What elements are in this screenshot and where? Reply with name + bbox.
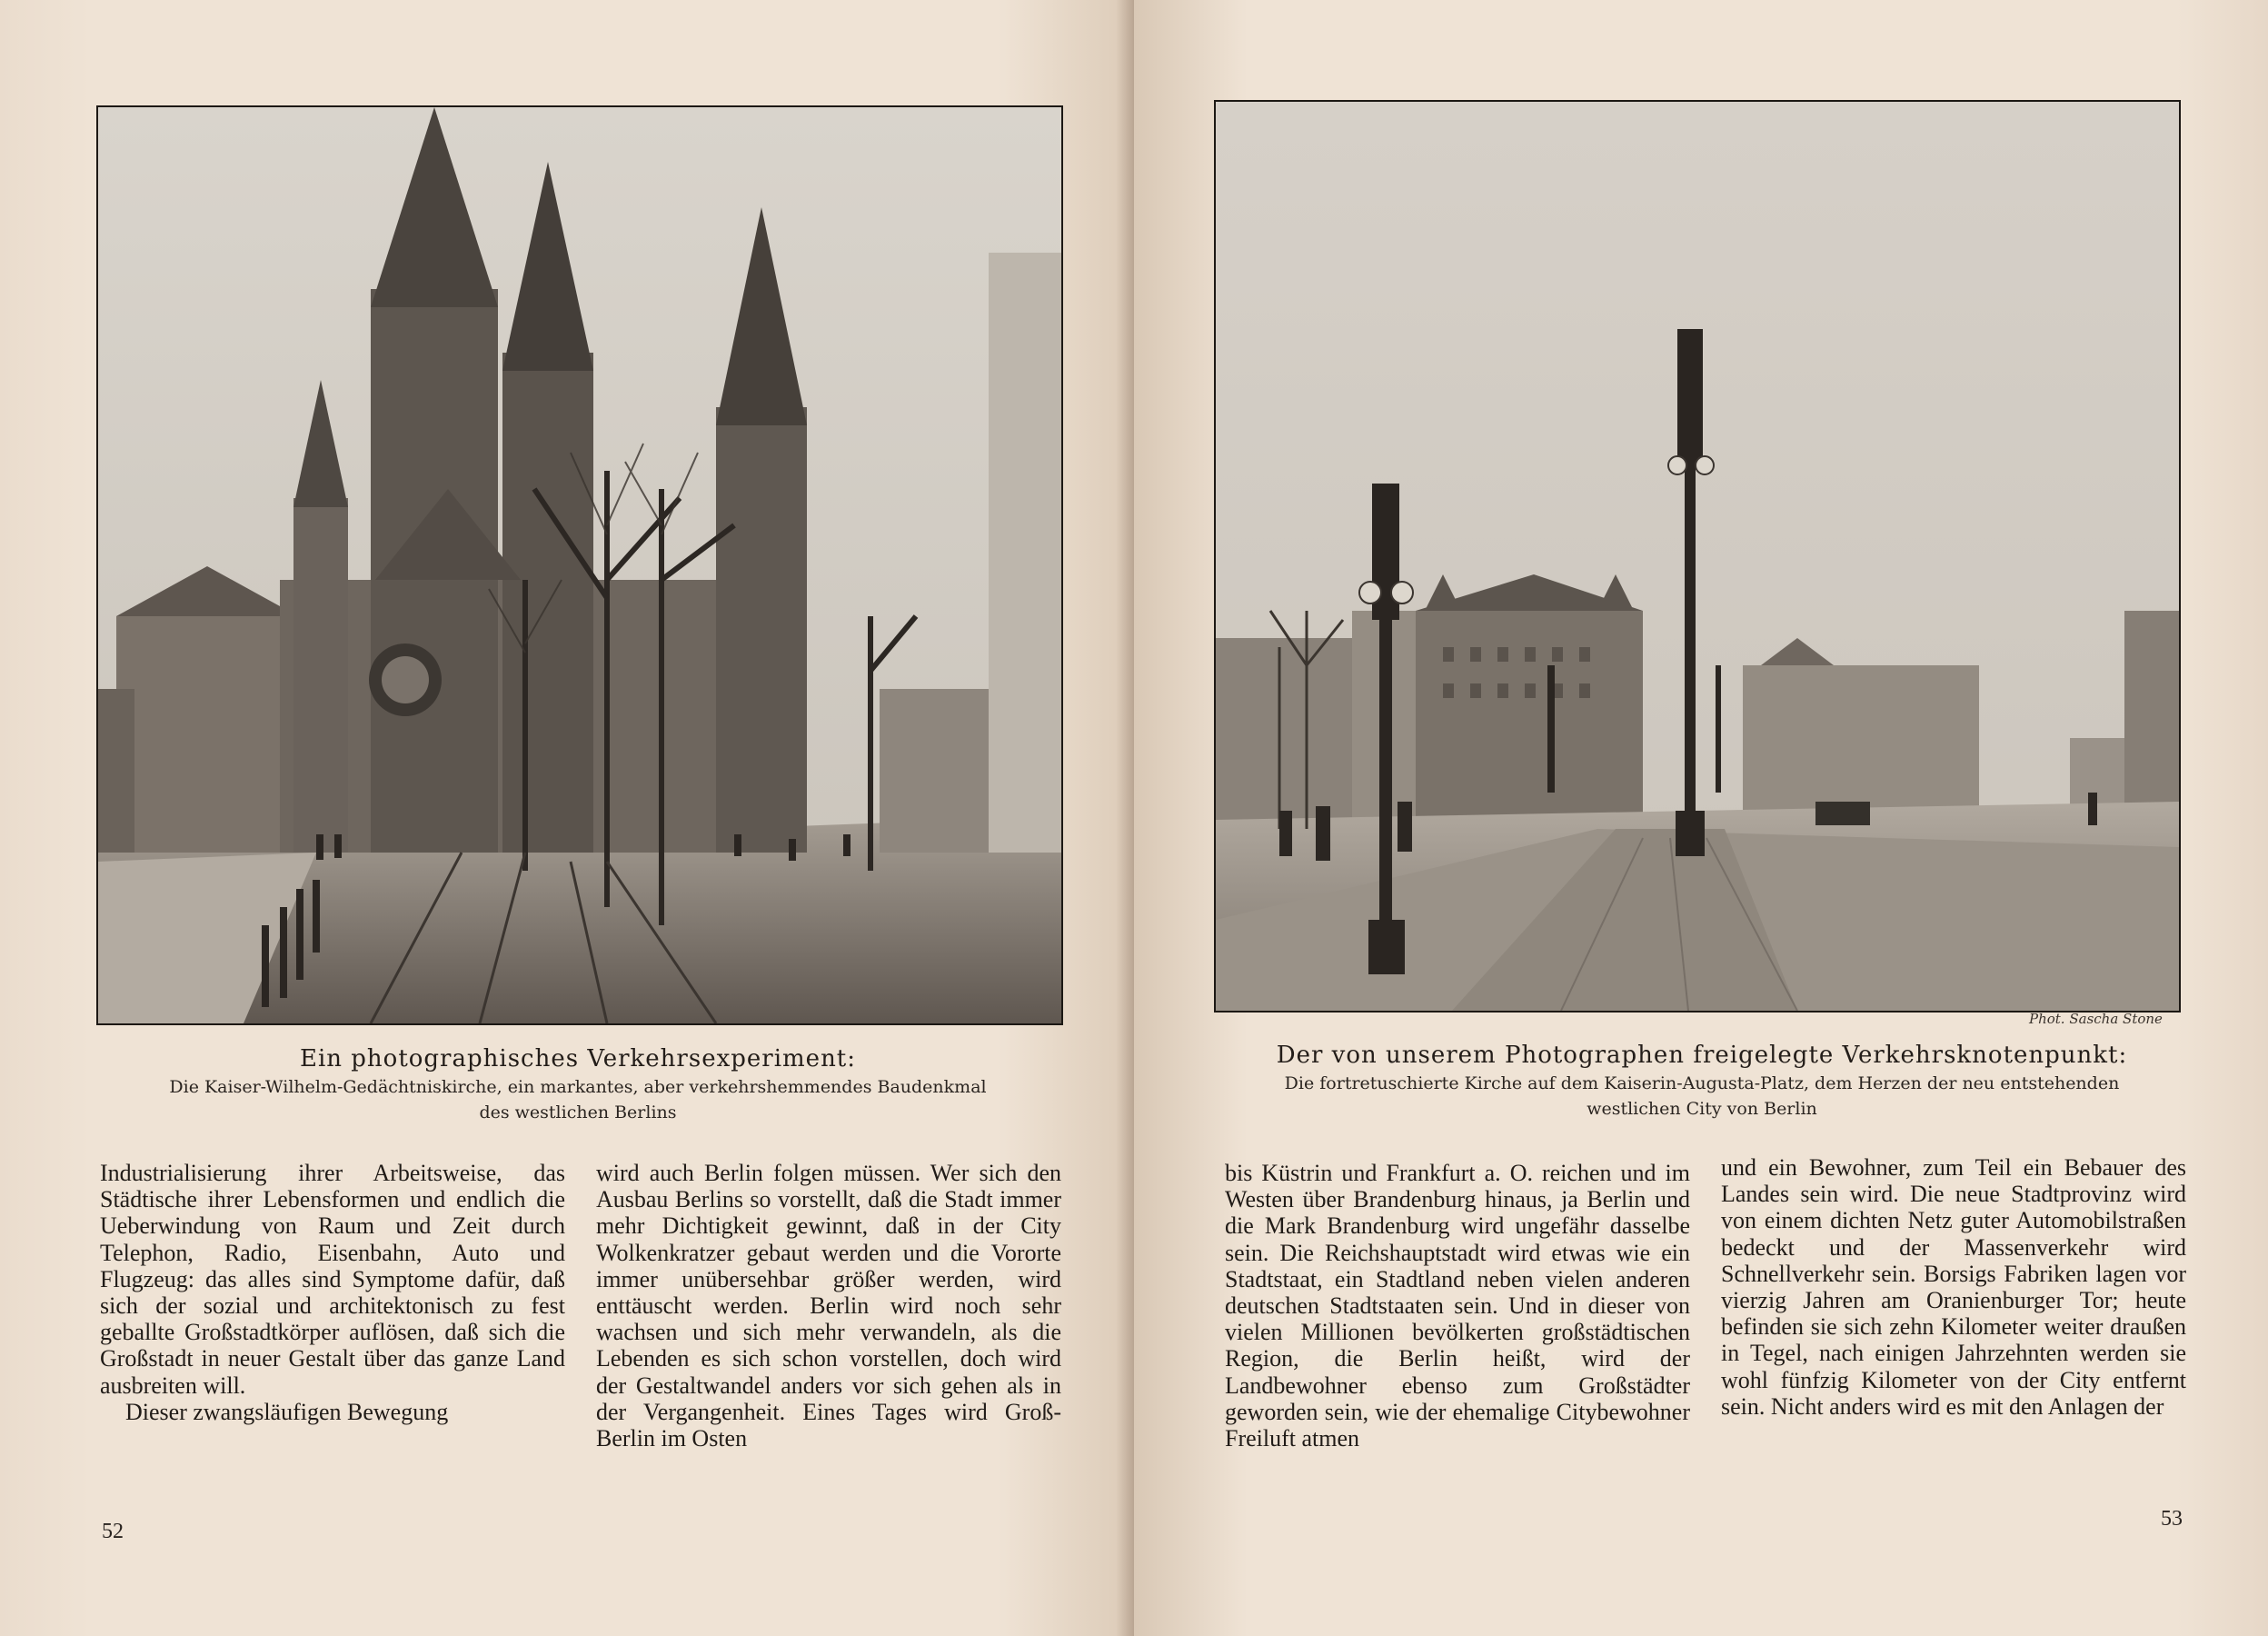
left-caption-title: Ein photographisches Verkehrsexperiment: <box>299 1045 857 1072</box>
photo-square <box>1214 100 2181 1013</box>
right-col1-paragraph-1: bis Küstrin und Frankfurt a. O. reichen und im Westen über Brandenburg hinaus, ja Berlin und die Mark Brandenburg wird ungefähr dasselbe sein. Die Reichshauptstadt wird etwas wie ein Stadtstaat, ein Stadtland neben vielen anderen deutschen Stadtstaaten sein. Und in dieser von vielen Millionen bevölkerten großstädtischen Region, die Berlin heißt, wird der Landbewohner ebenso zum Großstädter geworden sein, wie der ehemalige Citybewohner Freiluft atmen <box>1225 1160 1690 1452</box>
right-caption-line-2: westlichen City von Berlin <box>1587 1099 1817 1119</box>
right-caption-line-1: Die fortretuschierte Kirche auf dem Kaiserin-Augusta-Platz, dem Herzen der neu entstehenden <box>1284 1073 2120 1093</box>
left-caption-line-2: des westlichen Berlins <box>479 1102 677 1122</box>
photo-credit: Phot. Sascha Stone <box>2029 1011 2163 1027</box>
left-photo-caption <box>96 1043 1059 1125</box>
left-col1-paragraph-1: Industrialisierung ihrer Arbeitsweise, das Städtische ihrer Lebensformen und endlich die Ueberwindung von Raum und Zeit durch Telephon, Radio, Eisenbahn, Auto und Flugzeug: das alles sind Symptome dafür, daß sich der sozial und architektonisch zu fest geballte Großstadtkörper auflösen, daß sich die Großstadt in neuer Gestalt über das ganze Land ausbreiten will. <box>100 1160 565 1399</box>
right-text-column-1 <box>1225 1160 1690 1451</box>
right-text-column-2 <box>1721 1154 2186 1420</box>
church-photo-image <box>98 107 1061 1023</box>
left-col1-paragraph-2: Dieser zwangsläufigen Bewegung <box>125 1398 449 1425</box>
right-col2-paragraph-1: und ein Bewohner, zum Teil ein Bebauer des Landes sein wird. Die neue Stadtprovinz wird von einem dichten Netz guter Automobilstraßen bedeckt und der Massenverkehr wird Schnellverkehr sein. Borsigs Fabriken lagen vor vierzig Jahren am Oranienburger Tor; heute befinden sie sich zehn Kilometer weiter draußen in Tegel, nach einigen Jahrzehnten werden sie wohl fünfzig Kilometer von der City entfernt sein. Nicht anders wird es mit den Anlagen der <box>1721 1154 2186 1420</box>
right-page-number: 53 <box>2161 1507 2183 1531</box>
left-text-column-1 <box>100 1160 565 1425</box>
left-page-number: 52 <box>102 1520 124 1543</box>
right-page <box>1134 0 2268 1636</box>
left-text-column-2 <box>596 1160 1061 1451</box>
right-caption-title: Der von unserem Photographen freigelegte Verkehrsknotenpunkt: <box>1276 1042 2128 1069</box>
photo-church <box>96 105 1063 1025</box>
square-photo-image <box>1216 102 2179 1011</box>
right-photo-caption <box>1207 1040 2197 1122</box>
left-caption-line-1: Die Kaiser-Wilhelm-Gedächtniskirche, ein markantes, aber verkehrshemmendes Baudenkmal <box>169 1077 987 1097</box>
left-col2-paragraph-1: wird auch Berlin folgen müssen. Wer sich den Ausbau Berlins so vorstellt, daß die Stadt immer mehr Dichtigkeit gewinnt, daß in der City Wolkenkratzer gebaut werden und die Vororte immer unübersehbar größer werden, wird enttäuscht werden. Berlin wird noch sehr wachsen und sich mehr verwandeln, als die Lebenden es sich schon vorstellen, doch wird der Gestaltwandel anders vor sich gehen als in der Vergangenheit. Eines Tages wird Groß-Berlin im Osten <box>596 1160 1061 1452</box>
